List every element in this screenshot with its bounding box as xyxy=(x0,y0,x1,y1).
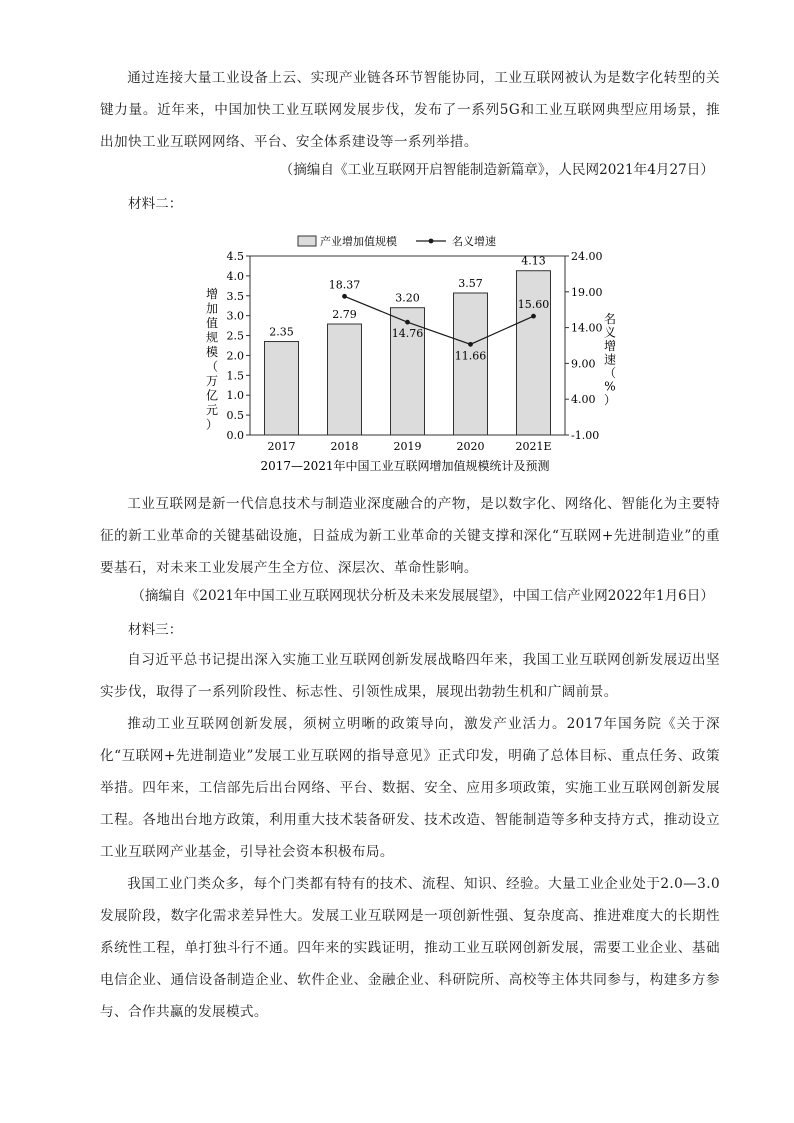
y-left-tick-label: 1.0 xyxy=(226,389,244,403)
y-right-tick-label: 19.00 xyxy=(571,285,603,299)
chart-svg xyxy=(190,228,620,478)
y-left-tick-label: 3.0 xyxy=(226,309,244,323)
material2-paragraph: 工业互联网是新一代信息技术与制造业深度融合的产物，是以数字化、网络化、智能化为主要特征的新工业革命的关键基础设施，日益成为新工业革命的关键支撑和深化“互联网+先进制造业”的重要基石，对未来工业发展产生全方位、深层次、革命性影响。 xyxy=(100,496,720,576)
chart-caption: 2017—2021年中国工业互联网增加值规模统计及预测 xyxy=(260,459,550,473)
growth-point xyxy=(405,320,410,325)
x-tick-label: 2020 xyxy=(456,440,485,453)
legend-line-label: 名义增速 xyxy=(452,235,496,248)
y-right-tick-label: 4.00 xyxy=(571,393,596,407)
material2-label: 材料二： xyxy=(128,196,183,212)
material3-paragraph-1: 自习近平总书记提出深入实施工业互联网创新发展战略四年来，我国工业互联网创新发展迈出坚实步伐，取得了一系列阶段性、标志性、引领性成果，展现出勃勃生机和广阔前景。 xyxy=(100,652,720,700)
growth-value-label: 18.37 xyxy=(328,278,361,292)
bar-value-label: 2.79 xyxy=(332,308,357,322)
y-right-tick-label: 24.00 xyxy=(571,250,603,263)
y-left-tick-label: 4.0 xyxy=(226,269,244,283)
material3-label: 材料三： xyxy=(128,622,183,638)
y-right-tick-label: 14.00 xyxy=(571,321,603,335)
x-tick-label: 2021E xyxy=(515,440,552,453)
legend-bar-label: 产业增加值规模 xyxy=(320,235,397,248)
material1-paragraph: 通过连接大量工业设备上云、实现产业链各环节智能协同，工业互联网被认为是数字化转型的关键力量。近年来，中国加快工业互联网发展步伐，发布了一系列5G和工业互联网典型应用场景，推出加快工业互联网网络、平台、安全体系建设等一系列举措。 xyxy=(100,70,720,150)
x-tick-label: 2017 xyxy=(267,440,296,453)
x-tick-label: 2019 xyxy=(393,440,422,453)
y-left-tick-label: 0.0 xyxy=(226,429,244,442)
material3-paragraph-2: 推动工业互联网创新发展，须树立明晰的政策导向，激发产业活力。2017年国务院《关于深化“互联网+先进制造业”发展工业互联网的指导意见》正式印发，明确了总体目标、重点任务、政策举措。四年来，工信部先后出台网络、平台、数据、安全、应用多项政策，实施工业互联网创新发展工程。各地出台地方政策，利用重大技术装备研发、技术改造、智能制造等多种支持方式，推动设立工业互联网产业基金，引导社会资本积极布局。 xyxy=(100,716,720,860)
y-right-tick-label: -1.00 xyxy=(571,429,600,442)
bar xyxy=(328,324,362,435)
y-left-tick-label: 3.5 xyxy=(226,289,244,303)
material1-source: （摘编自《工业互联网开启智能制造新篇章》，人民网2021年4月27日） xyxy=(279,162,714,178)
growth-value-label: 15.60 xyxy=(517,298,550,312)
y-left-tick-label: 2.5 xyxy=(226,329,244,343)
growth-line xyxy=(345,296,534,344)
bar-value-label: 2.35 xyxy=(269,325,294,339)
growth-point xyxy=(342,294,347,299)
growth-value-label: 14.76 xyxy=(391,327,424,341)
y-left-tick-label: 0.5 xyxy=(226,409,244,423)
material3-paragraph-3: 我国工业门类众多，每个门类都有特有的技术、流程、知识、经验。大量工业企业处于2.0—3.0发展阶段，数字化需求差异性大。发展工业互联网是一项创新性强、复杂度高、推进难度大的长期性系统性工程，单打独斗行不通。四年来的实践证明，推动工业互联网创新发展，需要工业企业、基础电信企业、通信设备制造企业、软件企业、金融企业、科研院所、高校等主体共同参与，构建多方参与、合作共赢的发展模式。 xyxy=(100,876,720,1020)
y-left-tick-label: 1.5 xyxy=(226,369,244,383)
y-left-axis-label: 增加值规模（万亿元） xyxy=(205,287,219,432)
bar xyxy=(265,342,299,435)
legend-bar-swatch xyxy=(298,236,316,246)
bar-value-label: 3.57 xyxy=(458,276,483,290)
x-tick-label: 2018 xyxy=(330,440,359,453)
growth-point xyxy=(531,314,536,319)
legend-line-marker xyxy=(429,239,434,244)
material2-source: （摘编自《2021年中国工业互联网现状分析及未来发展展望》，中国工信产业网2022年1月6日） xyxy=(131,588,714,604)
growth-point xyxy=(468,342,473,347)
y-left-tick-label: 2.0 xyxy=(226,349,244,363)
bar xyxy=(517,271,551,435)
value-added-chart xyxy=(190,228,620,478)
bar xyxy=(454,293,488,435)
y-left-tick-label: 4.5 xyxy=(226,250,244,263)
y-right-axis-label: 名义增速（%） xyxy=(603,312,617,407)
y-right-tick-label: 9.00 xyxy=(571,357,596,371)
growth-value-label: 11.66 xyxy=(454,349,487,363)
bar-value-label: 4.13 xyxy=(521,254,546,268)
bar-value-label: 3.20 xyxy=(395,291,420,305)
